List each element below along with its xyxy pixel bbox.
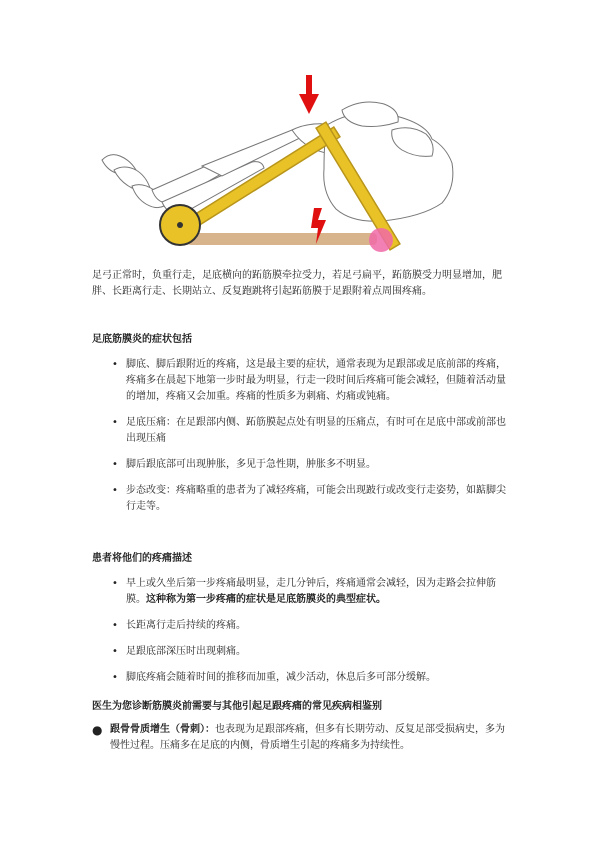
intro-paragraph: 足弓正常时，负重行走，足底横向的跖筋膜牵拉受力，若足弓扁平，跖筋膜受力明显增加，肥胖、长距离行走、长期站立、反复跑跳将引起跖筋膜于足跟附着点周围疼痛。 <box>92 270 502 297</box>
list-item: • 脚底疼痛会随着时间的推移而加重，减少活动，休息后多可部分缓解。 <box>112 672 436 683</box>
differential-list <box>92 722 512 754</box>
list-item: ● 跟骨骨质增生（骨刺）：也表现为足跟部疼痛，但多有长期劳动、反复足部受损病史，多为慢性过程。压痛多在足底的内侧，骨质增生引起的疼痛多为持续性。 <box>92 723 505 751</box>
foot-arch-illustration <box>92 70 512 260</box>
section-heading-differential: 医生为您诊断筋膜炎前需要与其他引起足跟疼痛的常见疾病相鉴别 <box>92 701 382 712</box>
list-item: • 足底压痛：在足跟部内侧、跖筋膜起点处有明显的压痛点，有时可在足底中部或前部也出现压痛 <box>112 417 506 444</box>
section-heading-symptoms: 足底筋膜炎的症状包括 <box>92 334 192 345</box>
list-item: • 长距离行走后持续的疼痛。 <box>112 620 246 631</box>
pain-spot <box>369 228 393 252</box>
description-list <box>92 576 512 696</box>
list-item: • 脚底、脚后跟附近的疼痛，这是最主要的症状，通常表现为足跟部或足底前部的疼痛，疼痛多在晨起下地第一步时最为明显，行走一段时间后疼痛可能会减轻，但随着活动量的增加，疼痛又会加重。疼痛的性质多为刺痛、灼痛或钝痛。 <box>112 359 506 402</box>
section-heading-description: 患者将他们的疼痛描述 <box>92 553 192 564</box>
symptom-list <box>92 357 512 525</box>
force-arrow-icon <box>299 75 319 114</box>
list-item: • 步态改变：疼痛略重的患者为了减轻疼痛，可能会出现跛行或改变行走姿势，如踮脚尖行走等。 <box>112 485 506 512</box>
list-item: • 早上或久坐后第一步疼痛最明显，走几分钟后，疼痛通常会减轻，因为走路会拉伸筋膜。这种称为第一步疼痛的症状是足底筋膜炎的典型症状。 <box>112 578 496 605</box>
list-item: • 脚后跟底部可出现肿胀，多见于急性期，肿胀多不明显。 <box>112 459 376 470</box>
list-item: • 足跟底部深压时出现刺痛。 <box>112 646 246 657</box>
plantar-fascia <box>187 233 377 245</box>
